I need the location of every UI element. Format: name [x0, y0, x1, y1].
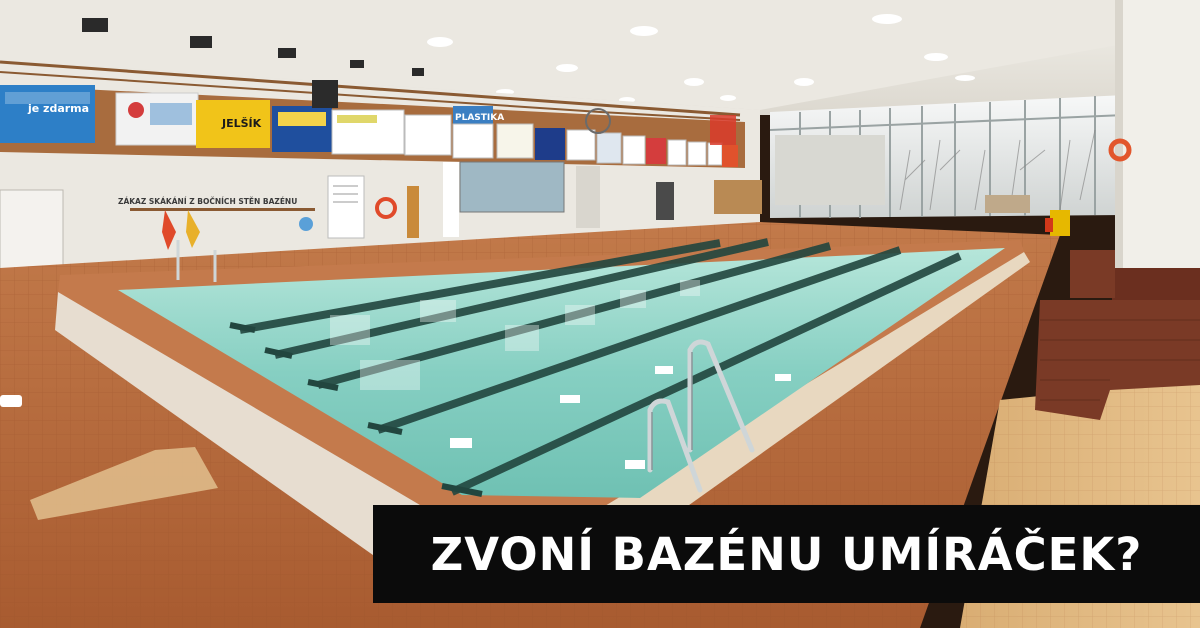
headline-box [373, 505, 1200, 603]
wall-sign-text: ZÁKAZ SKÁKÁNÍ Z BOČNÍCH STĚN BAZÉNU [118, 197, 298, 206]
banner-1-text: je zdarma [28, 102, 90, 115]
banner-7-text: PLASTIKA [455, 113, 505, 123]
banner-3-text: JELŠÍK [222, 117, 262, 130]
headline: ZVONÍ BAZÉNU UMÍRÁČEK? [430, 527, 1143, 581]
